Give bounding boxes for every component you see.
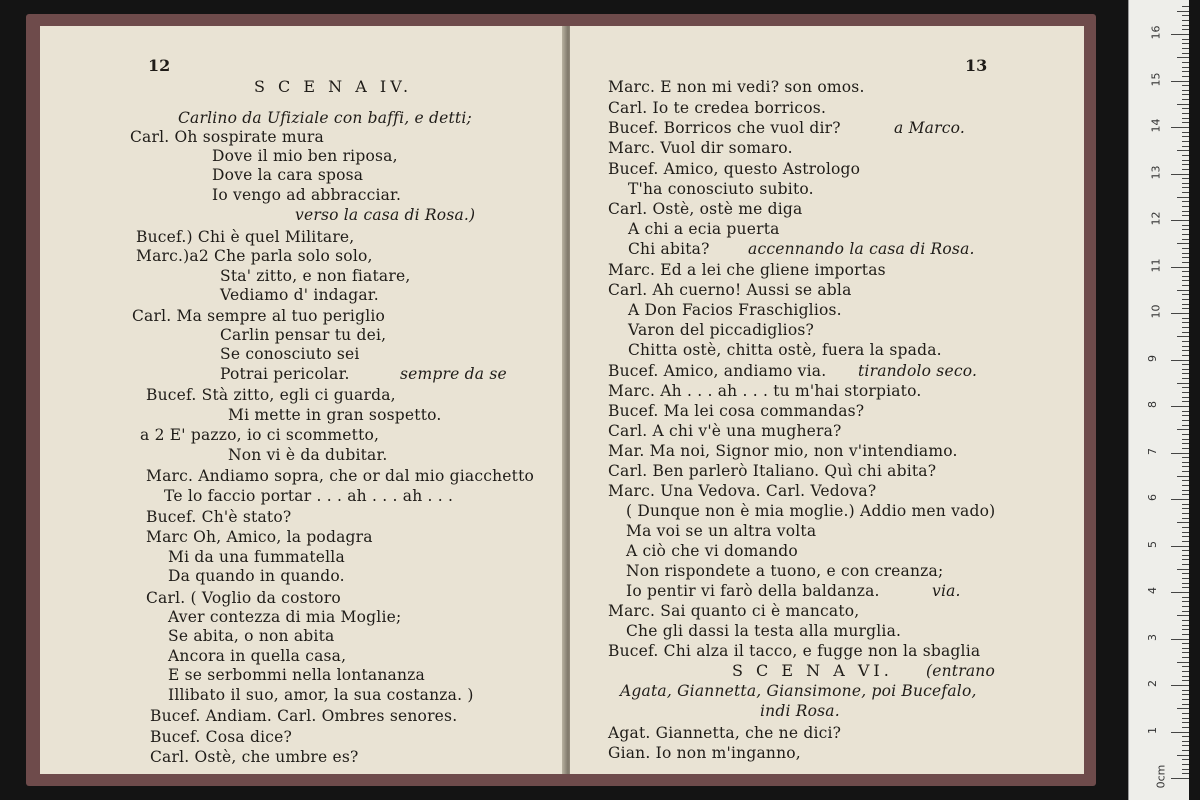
ruler-tick (1182, 587, 1189, 588)
text-line: Sta' zitto, e non fiatare, (220, 267, 411, 285)
text-line: Marc. Una Vedova. Carl. Vedova? (608, 482, 877, 500)
ruler-label: 15 (1149, 72, 1163, 86)
text-line: Carl. ( Voglio da costoro (146, 589, 341, 607)
text-line: E se serbommi nella lontananza (168, 666, 425, 684)
text-line: Io vengo ad abbracciar. (212, 186, 402, 204)
ruler-tick (1182, 652, 1189, 653)
ruler-tick (1171, 313, 1189, 314)
text-line: Bucef. Amico, andiamo via. (608, 362, 827, 380)
ruler-tick (1182, 253, 1189, 254)
ruler-tick (1182, 573, 1189, 574)
text-line: Mi da una fummatella (168, 548, 345, 566)
ruler-tick (1177, 755, 1189, 756)
ruler-tick (1182, 322, 1189, 323)
ruler-tick (1182, 527, 1189, 528)
ruler-tick (1182, 448, 1189, 449)
ruler-tick (1182, 94, 1189, 95)
ruler-tick (1182, 704, 1189, 705)
text-line: Carl. A chi v'è una mughera? (608, 422, 842, 440)
ruler-tick (1182, 262, 1189, 263)
ruler-tick (1182, 411, 1189, 412)
ruler-tick (1177, 150, 1189, 151)
ruler-tick (1182, 462, 1189, 463)
ruler-tick (1182, 620, 1189, 621)
ruler-tick (1182, 15, 1189, 16)
ruler-tick (1182, 85, 1189, 86)
ruler-tick (1182, 327, 1189, 328)
text-line: Carlin pensar tu dei, (220, 326, 387, 344)
stage-direction: Carlino da Ufiziale con baffi, e detti; (178, 109, 472, 127)
text-line: Vediamo d' indagar. (220, 286, 379, 304)
ruler-tick (1182, 201, 1189, 202)
ruler-tick (1182, 178, 1189, 179)
ruler-tick (1171, 592, 1189, 593)
text-line: Carl. Ah cuerno! Aussi se abla (608, 281, 852, 299)
ruler-tick (1182, 48, 1189, 49)
stage-direction: (entrano (926, 662, 995, 680)
ruler-label: 11 (1149, 258, 1163, 272)
text-line: ( Dunque non è mia moglie.) Addio men vado) (626, 502, 996, 520)
ruler-tick (1177, 197, 1189, 198)
ruler-tick (1171, 81, 1189, 82)
ruler-tick (1171, 360, 1189, 361)
ruler-tick (1182, 415, 1189, 416)
text-line: Marc. Sai quanto ci è mancato, (608, 602, 860, 620)
ruler-tick (1182, 108, 1189, 109)
ruler-tick (1182, 285, 1189, 286)
stage-direction: sempre da se (400, 365, 507, 383)
ruler-tick (1182, 690, 1189, 691)
ruler-tick (1182, 276, 1189, 277)
ruler-tick (1182, 722, 1189, 723)
text-line: Potrai pericolar. (220, 365, 350, 383)
text-line: Dove la cara sposa (212, 166, 364, 184)
right-page (570, 26, 1084, 774)
ruler-tick (1171, 453, 1189, 454)
ruler-tick (1182, 20, 1189, 21)
ruler-tick (1182, 773, 1189, 774)
page-number: 13 (965, 56, 988, 75)
ruler-tick (1182, 192, 1189, 193)
ruler-tick (1182, 583, 1189, 584)
text-line: Varon del piccadiglios? (628, 321, 815, 339)
ruler-label: 3 (1146, 633, 1159, 641)
ruler-tick (1182, 629, 1189, 630)
ruler-label: 5 (1146, 540, 1159, 548)
text-line: Non rispondete a tuono, e con creanza; (626, 562, 944, 580)
ruler-tick (1182, 741, 1189, 742)
ruler-tick (1182, 420, 1189, 421)
text-line: Aver contezza di mia Moglie; (168, 608, 402, 626)
text-line: A ciò che vi domando (626, 542, 798, 560)
ruler-label: 13 (1149, 165, 1163, 179)
ruler-tick (1177, 569, 1189, 570)
ruler-tick (1177, 476, 1189, 477)
ruler-tick (1182, 132, 1189, 133)
ruler-label: 10 (1149, 304, 1163, 319)
ruler-tick (1182, 494, 1189, 495)
ruler-tick (1182, 113, 1189, 114)
ruler-tick (1182, 764, 1189, 765)
text-line: Bucef. Andiam. Carl. Ombres senores. (150, 707, 458, 725)
ruler-tick (1182, 71, 1189, 72)
text-line: Te lo faccio portar . . . ah . . . ah . . . (164, 487, 454, 505)
ruler-tick (1182, 727, 1189, 728)
text-line: Carl. Ma sempre al tuo periglio (132, 307, 386, 325)
ruler-tick (1171, 34, 1189, 35)
ruler-label: 1 (1146, 726, 1159, 734)
ruler-tick (1177, 615, 1189, 616)
ruler-label: 14 (1149, 118, 1163, 133)
ruler-tick (1182, 257, 1189, 258)
ruler-tick (1177, 336, 1189, 337)
text-line: T'ha conosciuto subito. (628, 180, 814, 198)
text-line: Bucef. Ma lei cosa commandas? (608, 402, 865, 420)
ruler-tick (1182, 211, 1189, 212)
ruler-tick (1171, 499, 1189, 500)
ruler-tick (1182, 332, 1189, 333)
ruler-tick (1182, 759, 1189, 760)
ruler-tick (1171, 639, 1189, 640)
ruler-tick (1182, 457, 1189, 458)
text-line: Bucef. Cosa dice? (150, 728, 293, 746)
ruler-tick (1182, 736, 1189, 737)
ruler-tick (1182, 713, 1189, 714)
text-line: Chitta ostè, chitta ostè, fuera la spada. (628, 341, 942, 359)
ruler-tick (1182, 611, 1189, 612)
ruler-label: 16 (1149, 25, 1163, 40)
ruler-tick (1182, 745, 1189, 746)
ruler-tick (1182, 187, 1189, 188)
ruler-tick (1182, 555, 1189, 556)
text-line: Carl. Io te credea borricos. (608, 99, 827, 117)
ruler-tick (1182, 606, 1189, 607)
ruler-tick (1182, 299, 1189, 300)
ruler-tick (1182, 294, 1189, 295)
ruler-label: 7 (1146, 447, 1159, 455)
measurement-ruler (1128, 0, 1189, 800)
ruler-tick (1182, 439, 1189, 440)
ruler-tick (1182, 215, 1189, 216)
ruler-tick (1182, 67, 1189, 68)
ruler-tick (1182, 666, 1189, 667)
ruler-tick (1182, 513, 1189, 514)
stage-direction: verso la casa di Rosa.) (295, 206, 476, 224)
ruler-tick (1182, 229, 1189, 230)
text-line: Chi abita? (628, 240, 710, 258)
stage-direction: accennando la casa di Rosa. (748, 240, 975, 258)
ruler-label: 4 (1146, 587, 1159, 594)
ruler-tick (1182, 341, 1189, 342)
text-line: Bucef. Amico, questo Astrologo (608, 160, 861, 178)
text-line: Marc Oh, Amico, la podagra (146, 528, 373, 546)
ruler-tick (1182, 248, 1189, 249)
ruler-tick (1182, 508, 1189, 509)
stage-direction: a Marco. (894, 119, 965, 137)
text-line: a 2 E' pazzo, io ci scommetto, (140, 426, 380, 444)
scene-heading: S C E N A VI. (732, 661, 893, 680)
ruler-tick (1182, 559, 1189, 560)
ruler-tick (1182, 397, 1189, 398)
ruler-tick (1182, 532, 1189, 533)
ruler-tick (1182, 155, 1189, 156)
ruler-tick (1182, 206, 1189, 207)
text-line: Marc. Vuol dir somaro. (608, 139, 793, 157)
text-line: Se abita, o non abita (168, 627, 335, 645)
text-line: Bucef.) Chi è quel Militare, (136, 228, 355, 246)
ruler-tick (1182, 466, 1189, 467)
ruler-tick (1182, 164, 1189, 165)
ruler-tick (1182, 146, 1189, 147)
ruler-tick (1182, 387, 1189, 388)
ruler-tick (1182, 434, 1189, 435)
text-line: Carl. Oh sospirate mura (130, 128, 324, 146)
text-line: Dove il mio ben riposa, (212, 147, 398, 165)
ruler-tick (1177, 662, 1189, 663)
ruler-tick (1177, 57, 1189, 58)
ruler-tick (1182, 694, 1189, 695)
ruler-tick (1177, 243, 1189, 244)
ruler-tick (1182, 304, 1189, 305)
ruler-tick (1182, 280, 1189, 281)
ruler-tick (1171, 267, 1189, 268)
stage-direction: via. (932, 582, 961, 600)
stage-direction: Agata, Giannetta, Giansimone, poi Bucefalo, (620, 682, 977, 700)
ruler-label: 6 (1146, 494, 1159, 501)
scene-heading: S C E N A IV. (254, 77, 413, 96)
text-line: Bucef. Borricos che vuol dir? (608, 119, 841, 137)
ruler-tick (1182, 318, 1189, 319)
ruler-tick (1182, 118, 1189, 119)
text-line: Mar. Ma noi, Signor mio, non v'intendiamo. (608, 442, 958, 460)
ruler-tick (1182, 136, 1189, 137)
text-line: A Don Facios Fraschiglios. (628, 301, 842, 319)
ruler-tick (1182, 657, 1189, 658)
ruler-tick (1177, 429, 1189, 430)
ruler-tick (1182, 699, 1189, 700)
text-line: Marc.)a2 Che parla solo solo, (136, 247, 373, 265)
ruler-tick (1182, 443, 1189, 444)
ruler-tick (1182, 564, 1189, 565)
text-line: Che gli dassi la testa alla murglia. (626, 622, 902, 640)
text-line: Non vi è da dubitar. (228, 446, 388, 464)
ruler-tick (1182, 625, 1189, 626)
ruler-tick (1182, 769, 1189, 770)
text-line: Io pentir vi farò della baldanza. (626, 582, 880, 600)
ruler-tick (1182, 373, 1189, 374)
ruler-label: 2 (1146, 680, 1159, 687)
ruler-tick (1177, 290, 1189, 291)
text-line: Agat. Giannetta, che ne dici? (608, 724, 842, 742)
ruler-tick (1182, 6, 1189, 7)
ruler-tick (1182, 39, 1189, 40)
ruler-tick (1182, 490, 1189, 491)
ruler-tick (1182, 504, 1189, 505)
text-line: Se conosciuto sei (220, 345, 360, 363)
ruler-tick (1177, 104, 1189, 105)
ruler-tick (1171, 174, 1189, 175)
ruler-tick (1182, 308, 1189, 309)
ruler-tick (1182, 355, 1189, 356)
ruler-tick (1182, 62, 1189, 63)
text-line: Carl. Ostè, ostè me diga (608, 200, 803, 218)
ruler-label: 12 (1149, 211, 1163, 226)
ruler-tick (1182, 541, 1189, 542)
ruler-tick (1182, 76, 1189, 77)
text-line: Bucef. Ch'è stato? (146, 508, 292, 526)
ruler-tick (1182, 183, 1189, 184)
ruler-tick (1171, 685, 1189, 686)
ruler-tick (1182, 643, 1189, 644)
ruler-tick (1182, 425, 1189, 426)
left-page (40, 26, 567, 774)
ruler-tick (1182, 634, 1189, 635)
ruler-tick (1182, 680, 1189, 681)
ruler-tick (1177, 522, 1189, 523)
ruler-tick (1182, 550, 1189, 551)
ruler-tick (1177, 708, 1189, 709)
text-line: Mi mette in gran sospetto. (228, 406, 442, 424)
text-line: Carl. Ben parlerò Italiano. Quì chi abita? (608, 462, 937, 480)
text-line: Ma voi se un altra volta (626, 522, 817, 540)
ruler-tick (1182, 480, 1189, 481)
text-line: A chi a ecia puerta (628, 220, 780, 238)
ruler-tick (1182, 25, 1189, 26)
ruler-tick (1182, 90, 1189, 91)
ruler-tick (1182, 141, 1189, 142)
ruler-tick (1182, 392, 1189, 393)
stage-direction: tirandolo seco. (858, 362, 978, 380)
ruler-tick (1182, 536, 1189, 537)
text-line: Ancora in quella casa, (168, 647, 347, 665)
ruler-tick (1182, 597, 1189, 598)
ruler-tick (1182, 43, 1189, 44)
ruler-tick (1182, 346, 1189, 347)
stage-direction: indi Rosa. (760, 702, 840, 720)
ruler-tick (1171, 732, 1189, 733)
ruler-tick (1182, 378, 1189, 379)
ruler-tick (1182, 401, 1189, 402)
ruler-tick (1182, 29, 1189, 30)
ruler-tick (1182, 364, 1189, 365)
text-line: Illibato il suo, amor, la sua costanza. ) (168, 686, 474, 704)
ruler-tick (1171, 127, 1189, 128)
ruler-tick (1182, 369, 1189, 370)
ruler-tick (1182, 271, 1189, 272)
text-line: Marc. Ed a lei che gliene importas (608, 261, 886, 279)
ruler-tick (1182, 53, 1189, 54)
ruler-tick (1182, 578, 1189, 579)
ruler-tick (1182, 471, 1189, 472)
ruler-tick (1171, 546, 1189, 547)
text-line: Bucef. Stà zitto, egli ci guarda, (146, 386, 396, 404)
ruler-tick (1171, 220, 1189, 221)
text-line: Gian. Io non m'inganno, (608, 744, 801, 762)
ruler-tick (1182, 350, 1189, 351)
text-line: Carl. Ostè, che umbre es? (150, 748, 359, 766)
ruler-tick (1177, 383, 1189, 384)
ruler-tick (1182, 485, 1189, 486)
ruler-tick (1182, 239, 1189, 240)
page-number: 12 (148, 56, 171, 75)
ruler-label: 0cm (1154, 764, 1168, 789)
ruler-tick (1182, 601, 1189, 602)
ruler-label: 8 (1146, 401, 1159, 408)
text-line: Bucef. Chi alza il tacco, e fugge non la sbaglia (608, 642, 981, 660)
text-line: Marc. Ah . . . ah . . . tu m'hai storpiato. (608, 382, 922, 400)
ruler-tick (1182, 676, 1189, 677)
ruler-tick (1182, 99, 1189, 100)
ruler-tick (1171, 406, 1189, 407)
ruler-tick (1177, 11, 1189, 12)
ruler-tick (1182, 169, 1189, 170)
text-line: Da quando in quando. (168, 567, 345, 585)
ruler-tick (1182, 234, 1189, 235)
ruler-tick (1182, 160, 1189, 161)
ruler-tick (1182, 718, 1189, 719)
ruler-tick (1171, 778, 1189, 779)
text-line: Marc. Andiamo sopra, che or dal mio giacchetto (146, 467, 535, 485)
ruler-tick (1182, 225, 1189, 226)
ruler-tick (1182, 648, 1189, 649)
ruler-label: 9 (1146, 354, 1159, 362)
ruler-tick (1182, 750, 1189, 751)
ruler-tick (1182, 671, 1189, 672)
ruler-tick (1182, 518, 1189, 519)
ruler-tick (1182, 122, 1189, 123)
text-line: Marc. E non mi vedi? son omos. (608, 78, 865, 96)
